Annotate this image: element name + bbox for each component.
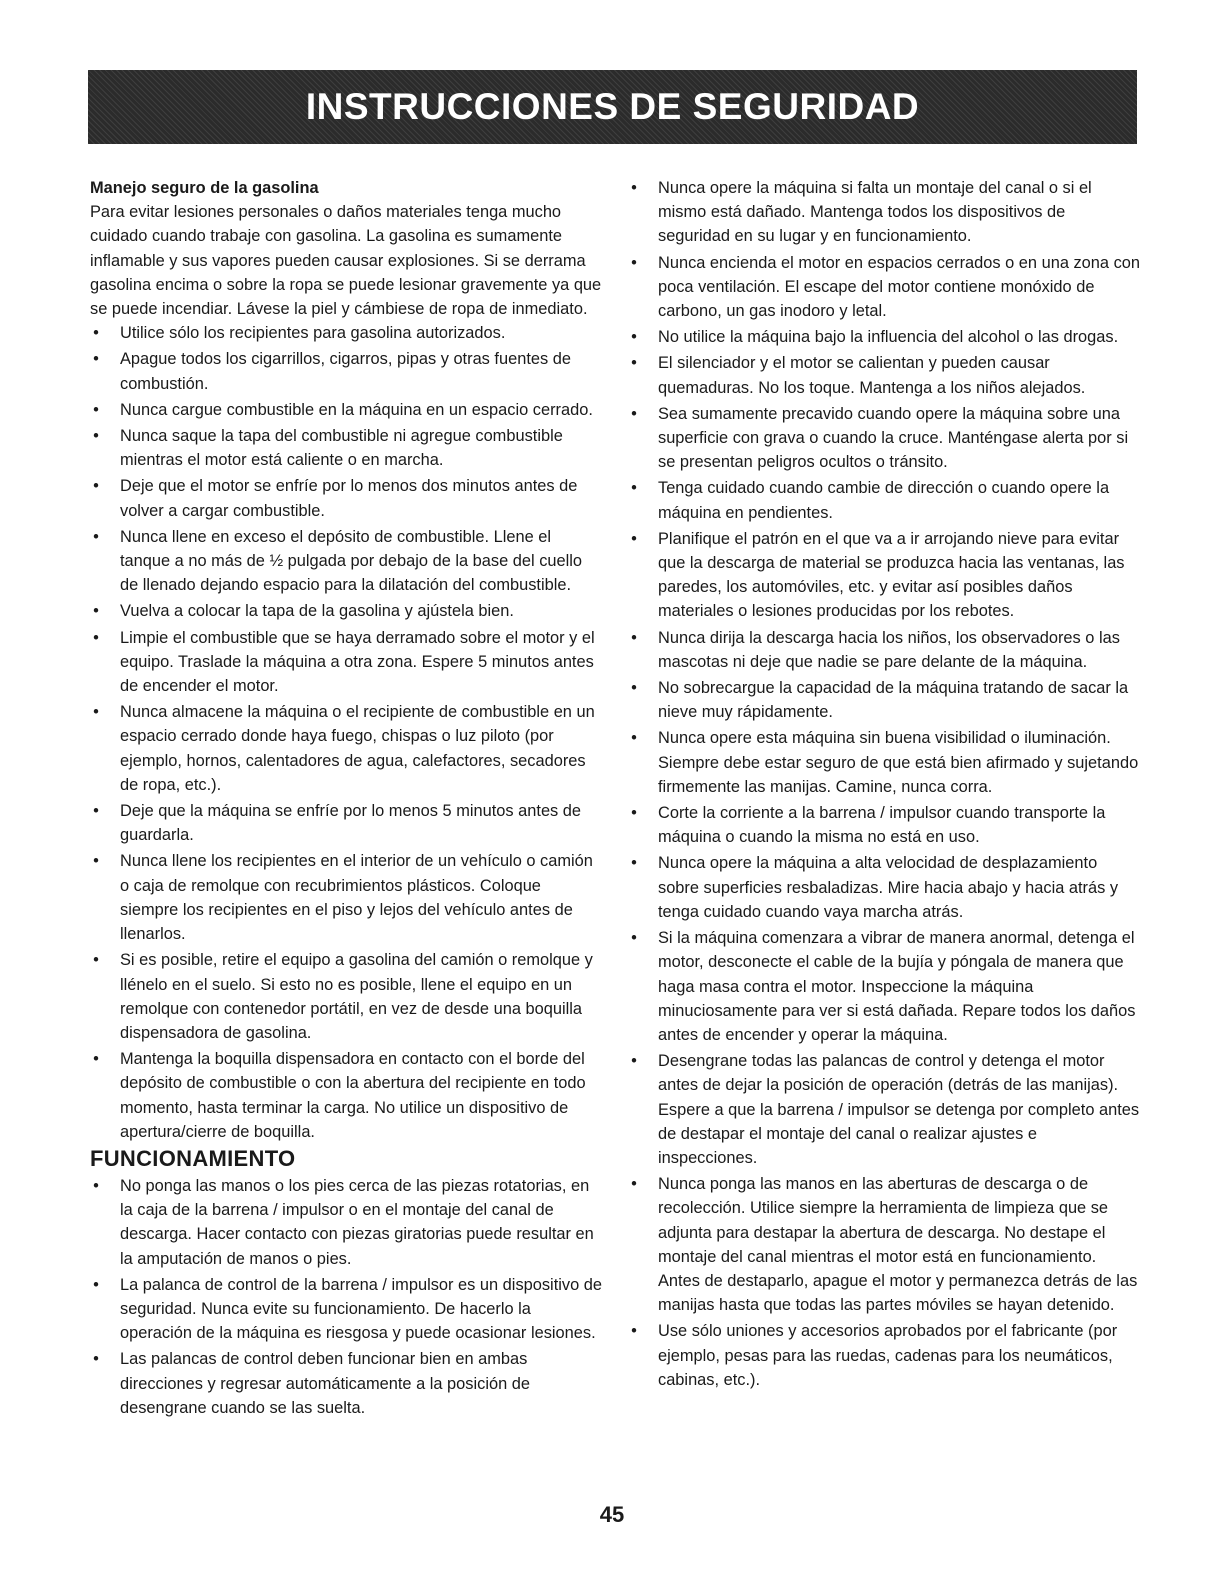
list-item: • Tenga cuidado cuando cambie de dirección o cuando opere la máquina en pendientes.	[631, 479, 1110, 522]
list-item: • Nunca opere esta máquina sin buena visibilidad o iluminación. Siempre debe estar seguro de que está bien afirmado y sujetando firmemente las manijas. Camine, nunca corra.	[631, 729, 1139, 796]
operation-list-right	[628, 176, 1140, 1392]
list-item: • Nunca opere la máquina a alta velocidad de desplazamiento sobre superficies resbaladizas. Mire hacia abajo y hacia atrás y tenga cuidado cuando vaya marcha atrás.	[631, 854, 1119, 921]
list-item: • Sea sumamente precavido cuando opere la máquina sobre una superficie con grava o cuando la cruce. Manténgase alerta por si se presentan peligros ocultos o tránsito.	[631, 404, 1129, 472]
list-item: • Nunca almacene la máquina o el recipiente de combustible en un espacio cerrado donde haya fuego, chispas o luz piloto (por ejemplo, hornos, calentadores de agua, calefactores, secadores de ropa, etc.).	[93, 703, 595, 794]
list-item: • Nunca llene los recipientes en el interior de un vehículo o camión o caja de remolque con recubrimientos plásticos. Coloque siempre los recipientes en el piso y lejos del vehículo antes de llenarlos.	[93, 852, 593, 944]
list-item: • El silenciador y el motor se calientan y pueden causar quemaduras. No los toque. Mantenga a los niños alejados.	[631, 354, 1086, 397]
page-title: INSTRUCCIONES DE SEGURIDAD	[305, 86, 920, 127]
list-item: • Limpie el combustible que se haya derramado sobre el motor y el equipo. Traslade la máquina a otra zona. Espere 5 minutos antes de encender el motor.	[93, 628, 595, 696]
list-item: • Si es posible, retire el equipo a gasolina del camión o remolque y llénelo en el suelo. Si esto no es posible, llene el equipo en un remolque con contenedor portátil, en vez de desde una boquilla dispensadora de gasolina.	[93, 951, 593, 1042]
list-item: • Nunca opere la máquina si falta un montaje del canal o si el mismo está dañado. Mantenga todos los dispositivos de seguridad en su lugar y en funcionamiento.	[631, 179, 1092, 246]
list-item: • Nunca encienda el motor en espacios cerrados o en una zona con poca ventilación. El escape del motor contiene monóxido de carbono, un gas inodoro y letal.	[631, 253, 1141, 321]
page-number: 45	[599, 1502, 625, 1527]
gasoline-list	[90, 321, 602, 1144]
list-item: • Las palancas de control deben funcionar bien en ambas direcciones y regresar automáticamente a la posición de desengrane cuando se las suelta.	[93, 1350, 530, 1417]
list-item: • Desengrane todas las palancas de control y detenga el motor antes de dejar la posición de operación (detrás de las manijas). Espere a que la barrena / impulsor se detenga por completo antes de destapar el montaje del canal o realizar ajustes e inspecciones.	[631, 1052, 1140, 1167]
list-item: • Nunca dirija la descarga hacia los niños, los observadores o las mascotas ni deje que nadie se pare delante de la máquina.	[631, 628, 1120, 671]
list-item: • Planifique el patrón en el que va a ir arrojando nieve para evitar que la descarga de material se produzca hacia las ventanas, las paredes, los automóviles, etc. y evitar así posibles daños materiales o lesiones producidas por los rebotes.	[631, 529, 1125, 621]
section-banner	[88, 70, 1137, 144]
list-item: • Utilice sólo los recipientes para gasolina autorizados.	[93, 324, 506, 343]
gasoline-subheading: Manejo seguro de la gasolina	[90, 179, 319, 197]
list-item: • Apague todos los cigarrillos, cigarros, pipas y otras fuentes de combustión.	[93, 350, 571, 393]
list-item: • No sobrecargue la capacidad de la máquina tratando de sacar la nieve muy rápidamente.	[631, 679, 1129, 722]
operation-heading: FUNCIONAMIENTO	[90, 1145, 296, 1171]
list-item: • No utilice la máquina bajo la influencia del alcohol o las drogas.	[631, 328, 1119, 347]
list-item: • No ponga las manos o los pies cerca de las piezas rotatorias, en la caja de la barrena / impulsor o en el montaje del canal de descarga. Hacer contacto con piezas giratorias puede resultar en la amputación de manos o pies.	[93, 1176, 594, 1268]
operation-list-left	[90, 1174, 602, 1420]
list-item: • Nunca cargue combustible en la máquina en un espacio cerrado.	[93, 400, 593, 419]
left-column	[90, 176, 602, 1422]
list-item: • Corte la corriente a la barrena / impulsor cuando transporte la máquina o cuando la misma no está en uso.	[631, 804, 1106, 847]
list-item: • Deje que la máquina se enfríe por lo menos 5 minutos antes de guardarla.	[93, 802, 582, 845]
list-item: • Deje que el motor se enfríe por lo menos dos minutos antes de volver a cargar combustible.	[93, 477, 578, 520]
list-item: • Vuelva a colocar la tapa de la gasolina y ajústela bien.	[93, 602, 514, 621]
list-item: • Mantenga la boquilla dispensadora en contacto con el borde del depósito de combustible o con la abertura del recipiente en todo momento, hasta terminar la carga. No utilice un dispositivo de apertura/cierre de boquilla.	[93, 1050, 586, 1141]
list-item: • Nunca saque la tapa del combustible ni agregue combustible mientras el motor está caliente o en marcha.	[93, 427, 563, 470]
right-column	[628, 176, 1140, 1394]
list-item: • Si la máquina comenzara a vibrar de manera anormal, detenga el motor, desconecte el cable de la bujía y póngala de manera que haga masa contra el motor. Inspeccione la máquina minuciosamente para ver si está dañada. Repare todos los daños antes de encender y operar la máquina.	[631, 929, 1136, 1044]
list-item: • Nunca ponga las manos en las aberturas de descarga o de recolección. Utilice siempre la herramienta de limpieza que se adjunta para destapar la abertura de descarga. No destape el montaje del canal mientras el motor está en funcionamiento. Antes de destaparlo, apague el motor y permanezca detrás de las manijas hasta que todas las partes móviles se hayan detenido.	[631, 1175, 1138, 1315]
gasoline-intro: Para evitar lesiones personales o daños materiales tenga mucho cuidado cuando trabaje con gasolina. La gasolina es sumamente inflamable y sus vapores pueden causar explosiones. Si se derrama gasolina encima o sobre la ropa se puede lesionar gravemente ya que se puede incendiar. Lávese la piel y cámbiese de ropa de inmediato.	[90, 203, 602, 319]
list-item: • Use sólo uniones y accesorios aprobados por el fabricante (por ejemplo, pesas para las ruedas, cadenas para los neumáticos, cabinas, etc.).	[631, 1322, 1118, 1389]
list-item: • Nunca llene en exceso el depósito de combustible. Llene el tanque a no más de ½ pulgada por debajo de la base del cuello de llenado dejando espacio para la dilatación del combustible.	[93, 527, 583, 595]
list-item: • La palanca de control de la barrena / impulsor es un dispositivo de seguridad. Nunca evite su funcionamiento. De hacerlo la operación de la máquina es riesgosa y puede ocasionar lesiones.	[93, 1275, 602, 1343]
